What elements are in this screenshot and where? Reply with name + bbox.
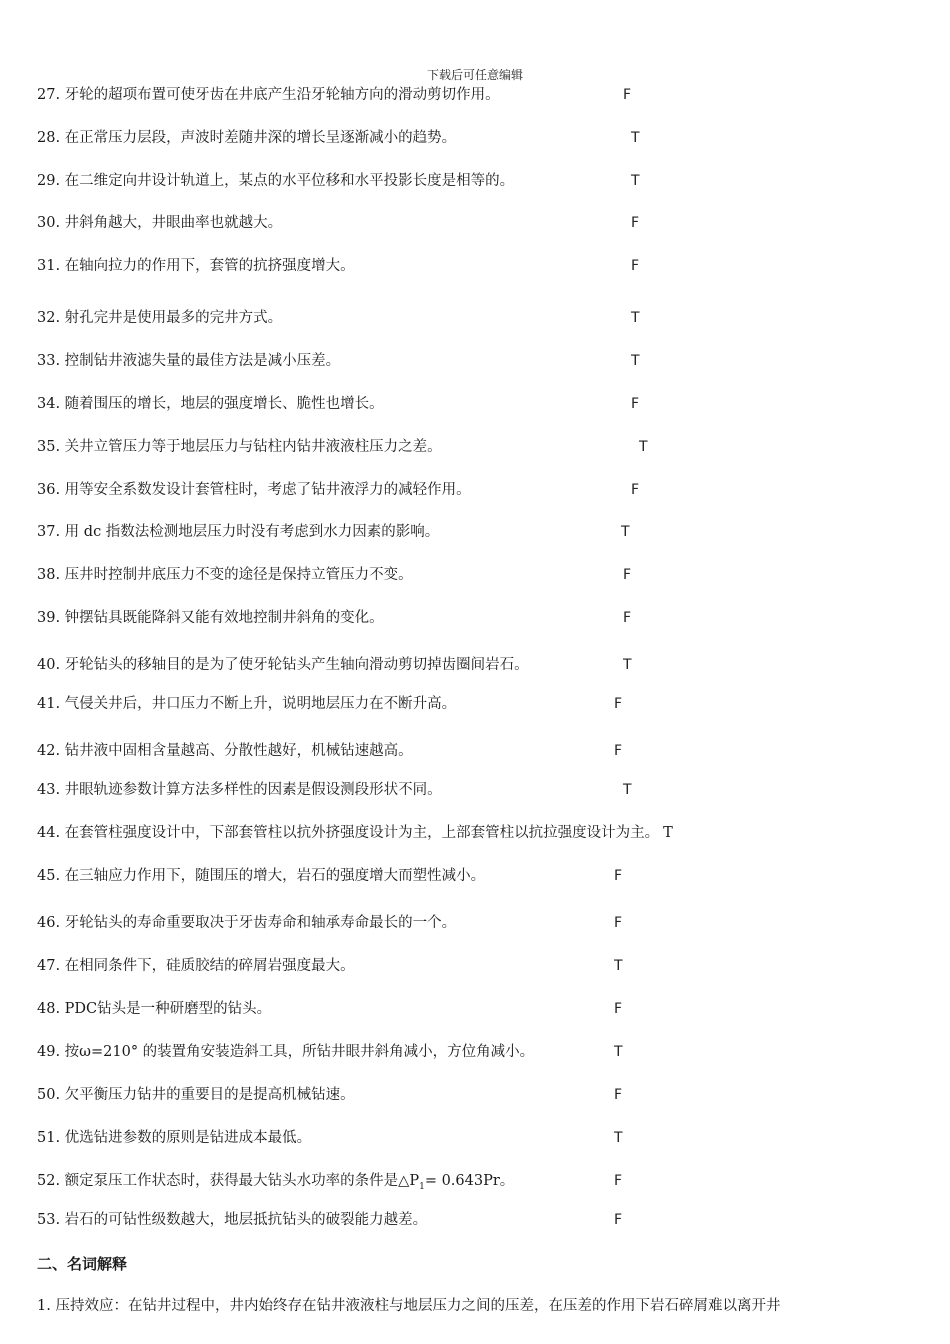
question-text: 牙轮钻头的移轴目的是为了使牙轮钻头产生轴向滑动剪切掉齿圈间岩石。 [64, 657, 529, 673]
answer: F [623, 610, 632, 626]
question-number: 42. [37, 743, 61, 759]
question-item [37, 608, 384, 628]
answer: T [614, 1044, 623, 1060]
question-text: 牙轮钻头的寿命重要取决于牙齿寿命和轴承寿命最长的一个。 [64, 915, 457, 931]
question-number: 45. [37, 868, 61, 884]
question-text: 额定泵压工作状态时，获得最大钻头水功率的条件是△P [64, 1173, 420, 1189]
answer: F [614, 1173, 623, 1189]
question-number: 32. [37, 310, 61, 326]
question-item [37, 308, 282, 328]
question-number: 36. [37, 482, 61, 498]
question-item [37, 1210, 427, 1230]
question-text: 在正常压力层段，声波时差随井深的增长呈逐渐减小的趋势。 [64, 130, 457, 146]
answer: F [614, 743, 623, 759]
question-text: 岩石的可钻性级数越大，地层抵抗钻头的破裂能力越差。 [64, 1212, 428, 1228]
question-number: 37. [37, 524, 61, 540]
answer: F [614, 1001, 623, 1017]
question-item [37, 394, 384, 414]
question-item [37, 694, 456, 714]
question-text: 在轴向拉力的作用下，套管的抗挤强度增大。 [64, 258, 355, 274]
question-text: 牙轮的超项布置可使牙齿在井底产生沿牙轮轴方向的滑动剪切作用。 [64, 87, 500, 103]
definition-text: 压持效应：在钻井过程中，井内始终存在钻井液液柱与地层压力之间的压差，在压差的作用下岩石碎屑难以离开井 [55, 1298, 781, 1314]
question-item [37, 999, 271, 1019]
answer: F [631, 215, 640, 231]
question-number: 53. [37, 1212, 61, 1228]
question-text: 在相同条件下，硅质胶结的碎屑岩强度最大。 [64, 958, 355, 974]
question-text: 用等安全系数发设计套管柱时，考虑了钻井液浮力的减轻作用。 [64, 482, 471, 498]
question-item [37, 823, 673, 843]
answer: F [614, 868, 623, 884]
question-item [37, 522, 439, 542]
answer: T [623, 782, 632, 798]
question-text: 井眼轨迹参数计算方法多样性的因素是假设测段形状不同。 [64, 782, 442, 798]
answer: F [614, 915, 623, 931]
question-item [37, 213, 282, 233]
question-number: 39. [37, 610, 61, 626]
question-item [37, 85, 500, 105]
answer: T [631, 130, 640, 146]
answer: F [631, 258, 640, 274]
question-number: 46. [37, 915, 61, 931]
answer: F [614, 1212, 623, 1228]
question-text: 在三轴应力作用下，随围压的增大，岩石的强度增大而塑性减小。 [64, 868, 486, 884]
question-item [37, 1042, 534, 1062]
question-item [37, 256, 355, 276]
question-item [37, 1085, 355, 1105]
question-item [37, 437, 442, 457]
answer: T [614, 958, 623, 974]
question-text: 欠平衡压力钻井的重要目的是提高机械钻速。 [64, 1087, 355, 1103]
question-number: 41. [37, 696, 61, 712]
answer: T [639, 439, 648, 455]
question-item [37, 351, 340, 371]
question-item [37, 171, 514, 191]
question-number: 34. [37, 396, 61, 412]
question-text: 钻井液中固相含量越高、分散性越好，机械钻速越高。 [64, 743, 413, 759]
question-number: 44. [37, 825, 61, 841]
definition-number: 1. [37, 1298, 51, 1314]
answer: F [623, 87, 632, 103]
page-header: 下载后可任意编辑 [426, 68, 523, 82]
question-text: 关井立管压力等于地层压力与钻柱内钻井液液柱压力之差。 [64, 439, 442, 455]
question-number: 38. [37, 567, 61, 583]
question-text: 用 dc 指数法检测地层压力时没有考虑到水力因素的影响。 [64, 524, 440, 540]
question-number: 27. [37, 87, 61, 103]
answer: F [614, 696, 623, 712]
question-number: 47. [37, 958, 61, 974]
question-number: 30. [37, 215, 61, 231]
question-text: 射孔完井是使用最多的完井方式。 [64, 310, 283, 326]
section-title: 二、名词解释 [37, 1255, 128, 1273]
answer: T [663, 825, 673, 841]
question-text: 压井时控制井底压力不变的途径是保持立管压力不变。 [64, 567, 413, 583]
question-text: 控制钻井液滤失量的最佳方法是减小压差。 [64, 353, 341, 369]
question-number: 28. [37, 130, 61, 146]
question-text: 优选钻进参数的原则是钻进成本最低。 [64, 1130, 312, 1146]
answer: T [631, 353, 640, 369]
question-text: 按ω=210° 的装置角安装造斜工具，所钻井眼井斜角减小，方位角减小。 [64, 1044, 535, 1060]
question-number: 40. [37, 657, 61, 673]
answer: T [614, 1130, 623, 1146]
question-number: 50. [37, 1087, 61, 1103]
question-number: 49. [37, 1044, 61, 1060]
question-item [37, 741, 413, 761]
question-number: 43. [37, 782, 61, 798]
question-number: 48. [37, 1001, 61, 1017]
question-item [37, 128, 456, 148]
question-text: 在套管柱强度设计中，下部套管柱以抗外挤强度设计为主，上部套管柱以抗拉强度设计为主。 [64, 825, 660, 841]
question-item [37, 1171, 514, 1197]
question-item [37, 565, 413, 585]
answer: T [631, 173, 640, 189]
answer: T [621, 524, 630, 540]
question-item [37, 1128, 311, 1148]
answer: F [614, 1087, 623, 1103]
question-text: 在二维定向井设计轨道上，某点的水平位移和水平投影长度是相等的。 [64, 173, 515, 189]
question-text: 气侵关井后，井口压力不断上升，说明地层压力在不断升高。 [64, 696, 457, 712]
question-number: 33. [37, 353, 61, 369]
question-item [37, 956, 355, 976]
question-text: 钟摆钻具既能降斜又能有效地控制井斜角的变化。 [64, 610, 384, 626]
answer: T [631, 310, 640, 326]
answer: T [623, 657, 632, 673]
question-number: 29. [37, 173, 61, 189]
definition-item [37, 1296, 780, 1316]
question-text: PDC钻头是一种研磨型的钻头。 [64, 1001, 272, 1017]
question-text: 井斜角越大，井眼曲率也就越大。 [64, 215, 283, 231]
question-item [37, 866, 485, 886]
question-number: 52. [37, 1173, 61, 1189]
question-item [37, 480, 471, 500]
question-number: 51. [37, 1130, 61, 1146]
question-text: 随着围压的增长，地层的强度增长、脆性也增长。 [64, 396, 384, 412]
question-item [37, 655, 529, 675]
question-text-continued: = 0.643Pr。 [424, 1173, 515, 1189]
question-item [37, 913, 456, 933]
question-number: 31. [37, 258, 61, 274]
subscript: 1 [419, 1181, 425, 1192]
question-item [37, 780, 442, 800]
answer: F [623, 567, 632, 583]
answer: F [631, 396, 640, 412]
question-number: 35. [37, 439, 61, 455]
answer: F [631, 482, 640, 498]
